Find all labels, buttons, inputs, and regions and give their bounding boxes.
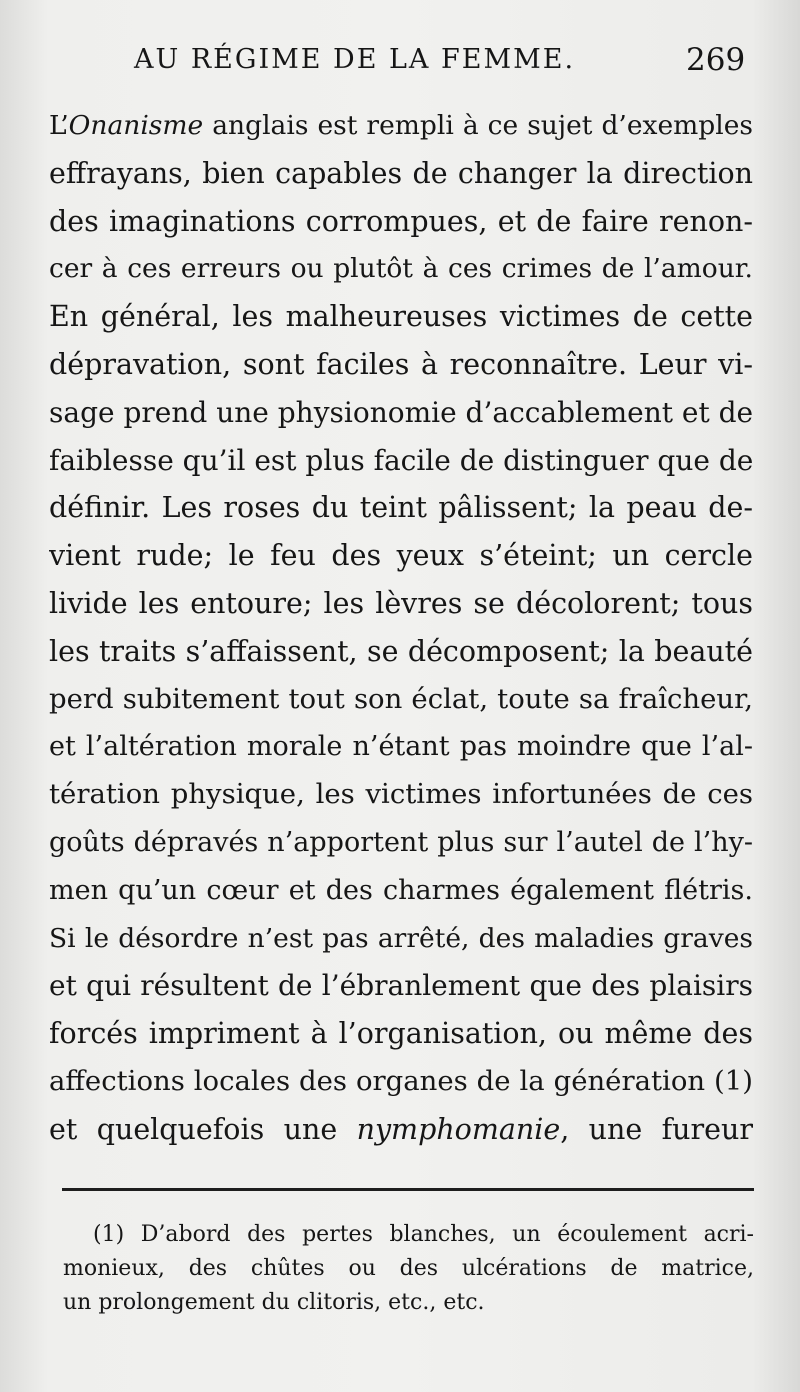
line-text: dépravation, sont faciles à reconnaître. Leur vi-: [49, 347, 753, 381]
body-text: [49, 102, 753, 1154]
text-line: [49, 484, 753, 532]
text-line: [49, 1106, 753, 1154]
line-text: vient rude; le feu des yeux s’éteint; un cercle: [49, 539, 753, 573]
text-line: [49, 532, 753, 580]
text-line: [49, 341, 753, 389]
text-line: [49, 293, 753, 341]
footnote-rule: [62, 1188, 754, 1191]
line-text: cer à ces erreurs ou plutôt à ces crimes de l’amour.: [49, 253, 753, 285]
text-line: [49, 819, 753, 867]
running-head: AU RÉGIME DE LA FEMME.: [134, 44, 576, 75]
text-line: [49, 389, 753, 437]
page-number: 269: [686, 42, 746, 78]
text-line: [49, 102, 753, 150]
line-text: effrayans, bien capables de changer la direction: [49, 156, 753, 190]
line-text: les traits s’affaissent, se décomposent; la beauté: [49, 634, 753, 668]
italic-term: Onanisme: [68, 110, 204, 141]
line-text: et quelquefois une: [49, 1112, 357, 1146]
line-text: Si le désordre n’est pas arrêté, des maladies graves: [49, 922, 753, 954]
line-text: des imaginations corrompues, et de faire renon-: [49, 204, 753, 238]
text-line: [49, 915, 753, 963]
line-text: En général, les malheureuses victimes de cette: [49, 300, 753, 334]
footnote-line: monieux, des chûtes ou des ulcérations de matrice,: [63, 1256, 754, 1281]
line-text: goûts dépravés n’apportent plus sur l’autel de l’hy-: [49, 826, 753, 858]
text-line: [49, 150, 753, 198]
line-text: et qui résultent de l’ébranlement que des plaisirs: [49, 969, 753, 1003]
line-text: livide les entoure; les lèvres se décolorent; tous: [49, 586, 753, 620]
line-text: men qu’un cœur et des charmes également flétris.: [49, 874, 753, 906]
line-text: sage prend une physionomie d’accablement et de: [49, 395, 753, 429]
text-line: [49, 1058, 753, 1106]
page-header: [0, 44, 800, 84]
text-line: [49, 962, 753, 1010]
text-line: [49, 867, 753, 915]
line-text: perd subitement tout son éclat, toute sa fraîcheur,: [49, 682, 753, 715]
text-line: [49, 580, 753, 628]
line-text: L’: [49, 110, 69, 141]
line-text: affections locales des organes de la génération (1): [49, 1064, 753, 1097]
footnote-line: un prolongement du clitoris, etc., etc.: [63, 1290, 485, 1315]
line-text: , une fureur: [560, 1112, 753, 1146]
footnote: [63, 1218, 754, 1320]
line-text: faiblesse qu’il est plus facile de distinguer que de: [49, 443, 753, 477]
line-text: et l’altération morale n’étant pas moindre que l’al-: [49, 731, 753, 763]
text-line: [49, 1010, 753, 1058]
line-text: anglais est rempli à ce sujet d’exemples: [203, 110, 753, 141]
text-line: [49, 771, 753, 819]
text-line: [49, 245, 753, 293]
text-line: [49, 628, 753, 676]
text-line: [49, 723, 753, 771]
text-line: [49, 676, 753, 724]
text-line: [49, 198, 753, 246]
italic-term: nymphomanie: [356, 1112, 561, 1146]
line-text: forcés impriment à l’organisation, ou même des: [49, 1017, 753, 1051]
line-text: tération physique, les victimes infortunées de ces: [49, 778, 753, 811]
footnote-line: (1) D’abord des pertes blanches, un écoulement acri-: [93, 1222, 754, 1247]
text-line: [49, 437, 753, 485]
line-text: définir. Les roses du teint pâlissent; la peau de-: [49, 491, 753, 525]
